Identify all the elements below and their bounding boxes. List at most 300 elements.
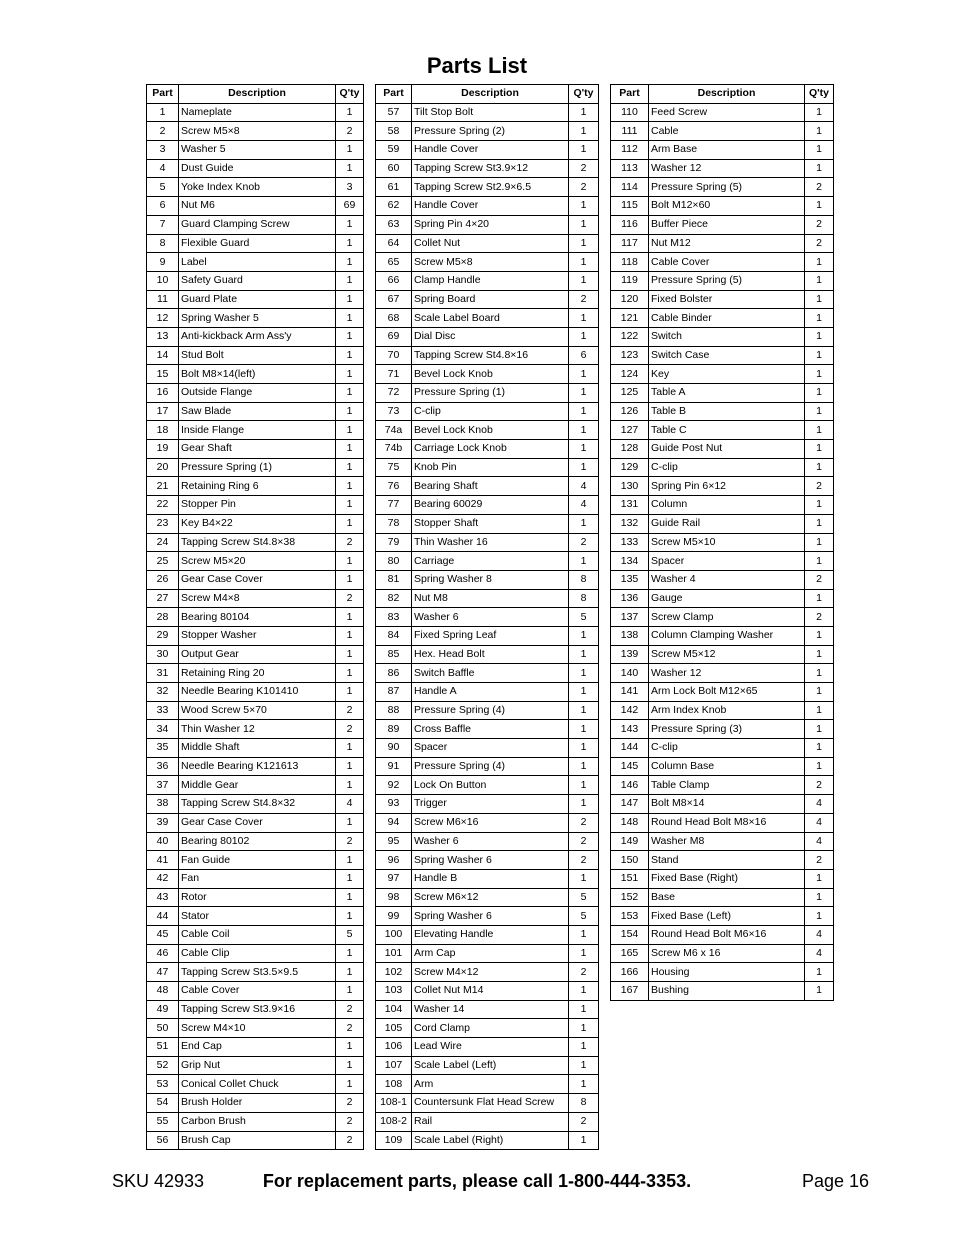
table-row: [147, 1075, 364, 1094]
part-description-cell: C-clip: [649, 739, 805, 758]
part-qty-cell: 1: [805, 271, 834, 290]
part-qty-cell: 4: [805, 832, 834, 851]
part-description-cell: Countersunk Flat Head Screw: [412, 1094, 569, 1113]
table-row: [147, 944, 364, 963]
table-row: [376, 776, 599, 795]
part-number-cell: 115: [611, 197, 649, 216]
table-row: [147, 851, 364, 870]
qty-header: Q'ty: [336, 85, 364, 104]
part-number-cell: 90: [376, 739, 412, 758]
table-row: [376, 869, 599, 888]
part-description-cell: Washer 6: [412, 832, 569, 851]
part-description-cell: Cable Cover: [649, 253, 805, 272]
part-number-cell: 135: [611, 570, 649, 589]
part-number-cell: 61: [376, 178, 412, 197]
table-row: [376, 701, 599, 720]
part-qty-cell: 2: [336, 1019, 364, 1038]
table-row: [147, 1056, 364, 1075]
part-number-cell: 71: [376, 365, 412, 384]
part-qty-cell: 1: [336, 514, 364, 533]
part-number-cell: 28: [147, 608, 179, 627]
part-number-cell: 128: [611, 440, 649, 459]
part-description-cell: Screw M4×8: [179, 589, 336, 608]
part-description-cell: Spring Washer 6: [412, 907, 569, 926]
part-qty-cell: 2: [805, 776, 834, 795]
table-row: [376, 327, 599, 346]
table-row: [611, 813, 834, 832]
part-description-cell: Conical Collet Chuck: [179, 1075, 336, 1094]
part-header: Part: [611, 85, 649, 104]
part-description-cell: Carriage Lock Knob: [412, 440, 569, 459]
part-description-cell: Retaining Ring 6: [179, 477, 336, 496]
part-description-cell: Fixed Bolster: [649, 290, 805, 309]
table-row: [611, 851, 834, 870]
part-qty-cell: 8: [569, 1094, 599, 1113]
part-qty-cell: 2: [336, 533, 364, 552]
part-qty-cell: 1: [336, 645, 364, 664]
part-qty-cell: 1: [805, 683, 834, 702]
part-description-cell: Cable Binder: [649, 309, 805, 328]
part-description-cell: Column Base: [649, 757, 805, 776]
table-row: [611, 608, 834, 627]
part-qty-cell: 5: [569, 907, 599, 926]
part-number-cell: 127: [611, 421, 649, 440]
table-row: [147, 384, 364, 403]
part-qty-cell: 1: [569, 739, 599, 758]
part-number-cell: 2: [147, 122, 179, 141]
qty-header: Q'ty: [805, 85, 834, 104]
part-number-cell: 88: [376, 701, 412, 720]
part-description-cell: Key B4×22: [179, 514, 336, 533]
table-row: [376, 589, 599, 608]
part-number-cell: 67: [376, 290, 412, 309]
table-row: [376, 944, 599, 963]
part-qty-cell: 2: [336, 1112, 364, 1131]
part-qty-cell: 1: [569, 141, 599, 160]
part-number-cell: 108-2: [376, 1112, 412, 1131]
table-row: [147, 271, 364, 290]
table-row: [376, 552, 599, 571]
part-description-cell: Fan Guide: [179, 851, 336, 870]
part-number-cell: 94: [376, 813, 412, 832]
part-number-cell: 45: [147, 925, 179, 944]
part-number-cell: 166: [611, 963, 649, 982]
table-row: [147, 141, 364, 160]
part-description-cell: Scale Label Board: [412, 309, 569, 328]
part-number-cell: 125: [611, 384, 649, 403]
part-qty-cell: 1: [805, 346, 834, 365]
part-qty-cell: 2: [569, 851, 599, 870]
part-qty-cell: 1: [805, 701, 834, 720]
part-description-cell: Carbon Brush: [179, 1112, 336, 1131]
table-row: [376, 720, 599, 739]
part-description-cell: End Cap: [179, 1038, 336, 1057]
part-number-cell: 11: [147, 290, 179, 309]
table-row: [611, 309, 834, 328]
part-description-cell: Brush Cap: [179, 1131, 336, 1150]
part-number-cell: 132: [611, 514, 649, 533]
part-description-cell: Column Clamping Washer: [649, 626, 805, 645]
part-number-cell: 100: [376, 925, 412, 944]
part-number-cell: 138: [611, 626, 649, 645]
part-number-cell: 107: [376, 1056, 412, 1075]
part-qty-cell: 1: [336, 944, 364, 963]
part-description-cell: Washer 12: [649, 159, 805, 178]
table-row: [611, 739, 834, 758]
part-number-cell: 140: [611, 664, 649, 683]
table-row: [376, 234, 599, 253]
part-description-cell: Dust Guide: [179, 159, 336, 178]
part-description-cell: Screw M5×12: [649, 645, 805, 664]
part-qty-cell: 1: [569, 925, 599, 944]
part-qty-cell: 1: [805, 402, 834, 421]
part-number-cell: 86: [376, 664, 412, 683]
part-number-cell: 74b: [376, 440, 412, 459]
part-number-cell: 87: [376, 683, 412, 702]
part-qty-cell: 1: [336, 1075, 364, 1094]
table-row: [147, 664, 364, 683]
table-row: [611, 197, 834, 216]
part-qty-cell: 2: [805, 178, 834, 197]
part-description-cell: Tapping Screw St2.9×6.5: [412, 178, 569, 197]
part-number-cell: 10: [147, 271, 179, 290]
page-number: Page 16: [801, 1171, 869, 1191]
table-row: [376, 1000, 599, 1019]
table-row: [147, 514, 364, 533]
part-description-cell: Pressure Spring (5): [649, 178, 805, 197]
part-number-cell: 35: [147, 739, 179, 758]
table-row: [147, 907, 364, 926]
table-row: [147, 122, 364, 141]
part-qty-cell: 1: [569, 271, 599, 290]
table-row: [611, 346, 834, 365]
table-row: [611, 271, 834, 290]
part-qty-cell: 1: [336, 888, 364, 907]
part-number-cell: 118: [611, 253, 649, 272]
description-header: Description: [412, 85, 569, 104]
part-number-cell: 120: [611, 290, 649, 309]
table-row: [611, 290, 834, 309]
part-description-cell: Yoke Index Knob: [179, 178, 336, 197]
part-number-cell: 136: [611, 589, 649, 608]
part-description-cell: Brush Holder: [179, 1094, 336, 1113]
part-qty-cell: 4: [805, 795, 834, 814]
part-qty-cell: 1: [569, 327, 599, 346]
part-qty-cell: 1: [805, 533, 834, 552]
replacement-parts-callout: For replacement parts, please call 1-800-444-3353.: [262, 1171, 692, 1191]
part-qty-cell: 6: [569, 346, 599, 365]
part-number-cell: 150: [611, 851, 649, 870]
table-row: [376, 533, 599, 552]
table-row: [376, 197, 599, 216]
description-header: Description: [649, 85, 805, 104]
part-number-cell: 111: [611, 122, 649, 141]
part-qty-cell: 1: [336, 141, 364, 160]
part-number-cell: 148: [611, 813, 649, 832]
part-number-cell: 134: [611, 552, 649, 571]
table-row: [376, 570, 599, 589]
table-row: [147, 327, 364, 346]
table-row: [376, 496, 599, 515]
part-qty-cell: 1: [336, 384, 364, 403]
part-number-cell: 8: [147, 234, 179, 253]
part-description-cell: Cable Coil: [179, 925, 336, 944]
part-number-cell: 74a: [376, 421, 412, 440]
description-header: Description: [179, 85, 336, 104]
part-qty-cell: 1: [336, 365, 364, 384]
part-description-cell: Nut M12: [649, 234, 805, 253]
part-description-cell: Anti-kickback Arm Ass'y: [179, 327, 336, 346]
table-row: [611, 832, 834, 851]
table-row: [147, 757, 364, 776]
part-description-cell: Arm Lock Bolt M12×65: [649, 683, 805, 702]
table-row: [611, 327, 834, 346]
part-description-cell: Pressure Spring (4): [412, 757, 569, 776]
part-description-cell: Fixed Spring Leaf: [412, 626, 569, 645]
part-description-cell: Bevel Lock Knob: [412, 365, 569, 384]
part-number-cell: 58: [376, 122, 412, 141]
part-description-cell: Stator: [179, 907, 336, 926]
part-description-cell: Spring Washer 6: [412, 851, 569, 870]
part-qty-cell: 1: [805, 365, 834, 384]
part-number-cell: 96: [376, 851, 412, 870]
part-qty-cell: 1: [336, 440, 364, 459]
part-description-cell: Wood Screw 5×70: [179, 701, 336, 720]
table-row: [147, 290, 364, 309]
part-qty-cell: 1: [336, 552, 364, 571]
part-number-cell: 91: [376, 757, 412, 776]
part-qty-cell: 1: [336, 963, 364, 982]
table-row: [611, 645, 834, 664]
part-description-cell: Cord Clamp: [412, 1019, 569, 1038]
part-qty-cell: 1: [569, 982, 599, 1001]
part-qty-cell: 1: [569, 234, 599, 253]
part-number-cell: 78: [376, 514, 412, 533]
part-description-cell: Tapping Screw St3.5×9.5: [179, 963, 336, 982]
table-row: [147, 701, 364, 720]
part-qty-cell: 1: [805, 103, 834, 122]
part-description-cell: Screw M4×12: [412, 963, 569, 982]
table-row: [611, 215, 834, 234]
part-description-cell: Nameplate: [179, 103, 336, 122]
sku-label: SKU 42933: [112, 1171, 205, 1191]
part-description-cell: Rotor: [179, 888, 336, 907]
part-qty-cell: 1: [569, 1131, 599, 1150]
part-qty-cell: 4: [569, 496, 599, 515]
part-description-cell: Dial Disc: [412, 327, 569, 346]
part-description-cell: Bearing Shaft: [412, 477, 569, 496]
table-row: [611, 795, 834, 814]
table-row: [147, 1000, 364, 1019]
part-number-cell: 60: [376, 159, 412, 178]
part-description-cell: Elevating Handle: [412, 925, 569, 944]
part-number-cell: 129: [611, 458, 649, 477]
part-description-cell: Saw Blade: [179, 402, 336, 421]
table-row: [611, 533, 834, 552]
table-row: [376, 514, 599, 533]
part-number-cell: 84: [376, 626, 412, 645]
part-number-cell: 112: [611, 141, 649, 160]
part-description-cell: Trigger: [412, 795, 569, 814]
part-number-cell: 147: [611, 795, 649, 814]
table-row: [147, 496, 364, 515]
part-qty-cell: 1: [569, 197, 599, 216]
part-qty-cell: 1: [336, 327, 364, 346]
table-row: [611, 776, 834, 795]
table-row: [376, 982, 599, 1001]
table-row: [376, 907, 599, 926]
table-row: [376, 739, 599, 758]
table-row: [611, 402, 834, 421]
part-description-cell: Knob Pin: [412, 458, 569, 477]
part-description-cell: Screw M4×10: [179, 1019, 336, 1038]
table-row: [147, 1038, 364, 1057]
part-description-cell: C-clip: [649, 458, 805, 477]
part-number-cell: 18: [147, 421, 179, 440]
part-number-cell: 40: [147, 832, 179, 851]
part-qty-cell: 1: [569, 384, 599, 403]
part-qty-cell: 2: [805, 608, 834, 627]
table-row: [611, 477, 834, 496]
part-description-cell: Pressure Spring (3): [649, 720, 805, 739]
table-row: [611, 570, 834, 589]
part-description-cell: Stopper Washer: [179, 626, 336, 645]
part-qty-cell: 1: [805, 739, 834, 758]
part-number-cell: 52: [147, 1056, 179, 1075]
part-description-cell: Needle Bearing K101410: [179, 683, 336, 702]
part-qty-cell: 1: [336, 496, 364, 515]
part-number-cell: 47: [147, 963, 179, 982]
part-qty-cell: 1: [336, 103, 364, 122]
part-description-cell: Pressure Spring (1): [412, 384, 569, 403]
table-row: [376, 1112, 599, 1131]
part-description-cell: Round Head Bolt M6×16: [649, 925, 805, 944]
part-qty-cell: 1: [569, 458, 599, 477]
table-row: [611, 440, 834, 459]
part-number-cell: 63: [376, 215, 412, 234]
part-qty-cell: 1: [336, 477, 364, 496]
part-number-cell: 20: [147, 458, 179, 477]
part-number-cell: 124: [611, 365, 649, 384]
part-number-cell: 34: [147, 720, 179, 739]
part-description-cell: Washer 14: [412, 1000, 569, 1019]
part-qty-cell: 1: [569, 795, 599, 814]
part-qty-cell: 1: [569, 103, 599, 122]
table-row: [147, 253, 364, 272]
part-description-cell: Table A: [649, 384, 805, 403]
part-qty-cell: 3: [336, 178, 364, 197]
part-description-cell: Spring Washer 5: [179, 309, 336, 328]
part-qty-cell: 1: [569, 1075, 599, 1094]
table-row: [611, 365, 834, 384]
part-qty-cell: 2: [569, 290, 599, 309]
part-qty-cell: 1: [805, 159, 834, 178]
part-qty-cell: 2: [569, 832, 599, 851]
part-qty-cell: 1: [569, 1056, 599, 1075]
part-qty-cell: 1: [569, 552, 599, 571]
part-description-cell: Handle Cover: [412, 197, 569, 216]
table-row: [147, 346, 364, 365]
part-description-cell: Stud Bolt: [179, 346, 336, 365]
table-row: [147, 645, 364, 664]
part-description-cell: Bevel Lock Knob: [412, 421, 569, 440]
part-number-cell: 42: [147, 869, 179, 888]
part-header: Part: [147, 85, 179, 104]
part-qty-cell: 1: [569, 944, 599, 963]
table-row: [376, 458, 599, 477]
part-description-cell: Gear Case Cover: [179, 813, 336, 832]
table-row: [147, 589, 364, 608]
part-description-cell: Hex. Head Bolt: [412, 645, 569, 664]
table-row: [147, 963, 364, 982]
table-row: [376, 608, 599, 627]
part-description-cell: Switch: [649, 327, 805, 346]
table-row: [611, 720, 834, 739]
qty-header: Q'ty: [569, 85, 599, 104]
part-qty-cell: 2: [569, 963, 599, 982]
part-number-cell: 110: [611, 103, 649, 122]
table-row: [147, 477, 364, 496]
part-description-cell: Bearing 80102: [179, 832, 336, 851]
part-qty-cell: 1: [569, 720, 599, 739]
part-number-cell: 123: [611, 346, 649, 365]
part-number-cell: 154: [611, 925, 649, 944]
part-qty-cell: 2: [336, 720, 364, 739]
part-number-cell: 59: [376, 141, 412, 160]
part-qty-cell: 4: [336, 795, 364, 814]
table-row: [147, 683, 364, 702]
part-number-cell: 14: [147, 346, 179, 365]
part-number-cell: 57: [376, 103, 412, 122]
part-qty-cell: 1: [805, 664, 834, 683]
part-number-cell: 151: [611, 869, 649, 888]
part-description-cell: Screw M6×16: [412, 813, 569, 832]
table-row: [376, 925, 599, 944]
part-qty-cell: 1: [336, 757, 364, 776]
part-number-cell: 37: [147, 776, 179, 795]
part-description-cell: Table C: [649, 421, 805, 440]
part-number-cell: 89: [376, 720, 412, 739]
part-qty-cell: 1: [336, 907, 364, 926]
table-row: [147, 626, 364, 645]
part-number-cell: 50: [147, 1019, 179, 1038]
part-number-cell: 12: [147, 309, 179, 328]
part-number-cell: 149: [611, 832, 649, 851]
table-row: [611, 253, 834, 272]
table-row: [376, 122, 599, 141]
table-row: [147, 1131, 364, 1150]
part-qty-cell: 1: [805, 963, 834, 982]
part-number-cell: 56: [147, 1131, 179, 1150]
table-row: [611, 907, 834, 926]
table-row: [376, 963, 599, 982]
part-description-cell: Washer 12: [649, 664, 805, 683]
part-description-cell: Spring Washer 8: [412, 570, 569, 589]
part-qty-cell: 1: [569, 215, 599, 234]
table-row: [376, 1094, 599, 1113]
table-row: [147, 925, 364, 944]
part-qty-cell: 1: [336, 608, 364, 627]
part-qty-cell: 1: [336, 234, 364, 253]
part-number-cell: 26: [147, 570, 179, 589]
part-description-cell: Switch Baffle: [412, 664, 569, 683]
table-row: [611, 514, 834, 533]
part-number-cell: 81: [376, 570, 412, 589]
part-description-cell: Screw M5×10: [649, 533, 805, 552]
part-number-cell: 97: [376, 869, 412, 888]
part-number-cell: 108: [376, 1075, 412, 1094]
table-row: [376, 1075, 599, 1094]
